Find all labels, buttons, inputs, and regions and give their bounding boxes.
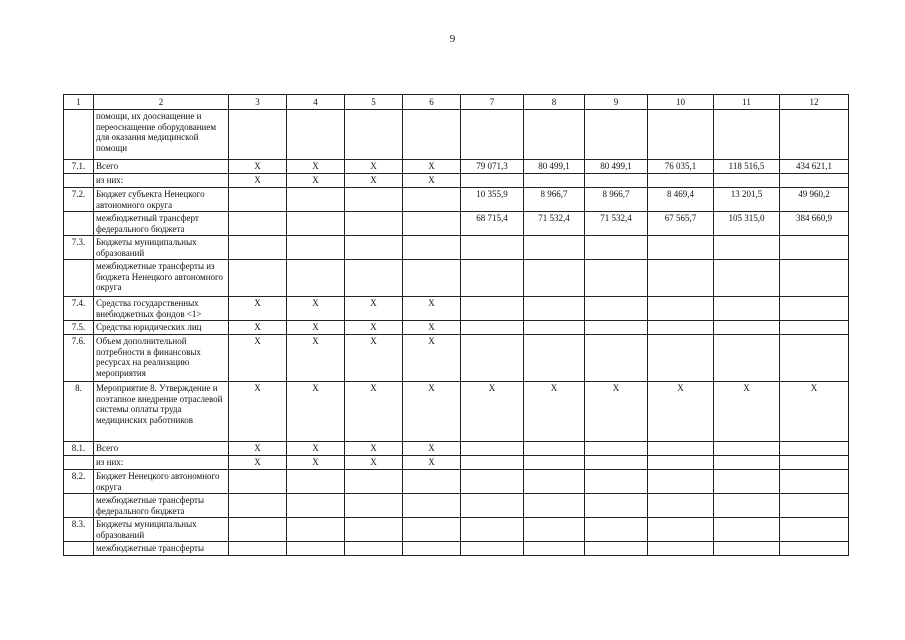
page-number: 9 xyxy=(449,33,456,45)
row-number xyxy=(64,542,94,556)
value-cell: X xyxy=(229,442,287,456)
value-cell: X xyxy=(287,442,345,456)
value-cell xyxy=(648,335,714,382)
value-cell xyxy=(287,212,345,236)
value-cell xyxy=(585,456,648,470)
value-cell: X xyxy=(229,321,287,335)
value-cell: 105 315,0 xyxy=(714,212,780,236)
value-cell: X xyxy=(403,442,461,456)
value-cell xyxy=(714,494,780,518)
value-cell: X xyxy=(345,321,403,335)
value-cell xyxy=(714,236,780,260)
value-cell xyxy=(714,110,780,160)
value-cell: X xyxy=(287,335,345,382)
value-cell xyxy=(780,260,849,297)
value-cell xyxy=(585,321,648,335)
value-cell: X xyxy=(345,442,403,456)
value-cell xyxy=(461,335,524,382)
value-cell xyxy=(524,335,585,382)
value-cell xyxy=(524,518,585,542)
value-cell xyxy=(780,470,849,494)
row-name: Бюджет субъекта Ненецкого автономного округа xyxy=(94,188,229,212)
value-cell xyxy=(524,174,585,188)
row-name: Бюджет Ненецкого автономного округа xyxy=(94,470,229,494)
row-number: 7.4. xyxy=(64,297,94,321)
value-cell: X xyxy=(229,297,287,321)
value-cell: 71 532,4 xyxy=(585,212,648,236)
value-cell xyxy=(287,188,345,212)
value-cell: X xyxy=(403,160,461,174)
value-cell: X xyxy=(403,382,461,442)
value-cell xyxy=(524,236,585,260)
value-cell xyxy=(461,470,524,494)
value-cell xyxy=(714,542,780,556)
value-cell xyxy=(585,494,648,518)
row-name: межбюджетные трансферты из бюджета Ненецкого автономного округа xyxy=(94,260,229,297)
value-cell xyxy=(585,442,648,456)
value-cell xyxy=(403,518,461,542)
budget-table xyxy=(63,94,849,556)
value-cell xyxy=(714,335,780,382)
value-cell: X xyxy=(403,335,461,382)
row-name: из них: xyxy=(94,174,229,188)
value-cell xyxy=(229,494,287,518)
value-cell xyxy=(524,542,585,556)
value-cell xyxy=(345,212,403,236)
table-row xyxy=(64,335,849,382)
column-header: 11 xyxy=(714,95,780,110)
value-cell: X xyxy=(229,456,287,470)
value-cell xyxy=(229,110,287,160)
row-number: 7.3. xyxy=(64,236,94,260)
value-cell xyxy=(287,260,345,297)
row-number xyxy=(64,110,94,160)
table-row xyxy=(64,518,849,542)
value-cell xyxy=(714,321,780,335)
value-cell xyxy=(345,260,403,297)
value-cell xyxy=(345,236,403,260)
value-cell: 80 499,1 xyxy=(585,160,648,174)
value-cell: X xyxy=(345,297,403,321)
value-cell: X xyxy=(287,321,345,335)
value-cell: X xyxy=(585,382,648,442)
value-cell xyxy=(780,174,849,188)
value-cell xyxy=(585,260,648,297)
value-cell: X xyxy=(345,382,403,442)
value-cell xyxy=(714,260,780,297)
value-cell: 13 201,5 xyxy=(714,188,780,212)
value-cell: X xyxy=(524,382,585,442)
value-cell xyxy=(345,110,403,160)
value-cell xyxy=(461,542,524,556)
value-cell xyxy=(714,456,780,470)
value-cell xyxy=(780,456,849,470)
value-cell xyxy=(780,518,849,542)
value-cell xyxy=(648,442,714,456)
value-cell: X xyxy=(403,297,461,321)
value-cell xyxy=(585,236,648,260)
value-cell xyxy=(780,321,849,335)
value-cell xyxy=(461,297,524,321)
value-cell xyxy=(780,335,849,382)
value-cell: X xyxy=(345,456,403,470)
value-cell xyxy=(287,110,345,160)
value-cell xyxy=(229,236,287,260)
row-name: межбюджетные трансферты xyxy=(94,542,229,556)
value-cell xyxy=(648,260,714,297)
value-cell: X xyxy=(229,160,287,174)
row-name: Мероприятие 8. Утверждение и поэтапное внедрение отраслевой системы оплаты труда медицинских работников xyxy=(94,382,229,442)
value-cell: 8 966,7 xyxy=(585,188,648,212)
value-cell: 49 960,2 xyxy=(780,188,849,212)
value-cell xyxy=(714,442,780,456)
column-header: 10 xyxy=(648,95,714,110)
value-cell xyxy=(287,494,345,518)
column-header: 1 xyxy=(64,95,94,110)
value-cell xyxy=(714,470,780,494)
value-cell xyxy=(403,212,461,236)
row-name: Средства юридических лиц xyxy=(94,321,229,335)
row-name: Всего xyxy=(94,160,229,174)
row-name: межбюджетный трансферт федерального бюджета xyxy=(94,212,229,236)
row-number: 8.3. xyxy=(64,518,94,542)
value-cell xyxy=(524,470,585,494)
column-header: 3 xyxy=(229,95,287,110)
value-cell: X xyxy=(229,382,287,442)
value-cell xyxy=(648,174,714,188)
value-cell xyxy=(648,518,714,542)
row-number: 7.1. xyxy=(64,160,94,174)
value-cell xyxy=(585,297,648,321)
value-cell xyxy=(403,236,461,260)
value-cell xyxy=(585,518,648,542)
value-cell xyxy=(524,321,585,335)
value-cell xyxy=(780,236,849,260)
value-cell xyxy=(648,542,714,556)
row-number: 8.1. xyxy=(64,442,94,456)
row-name: Бюджеты муниципальных образований xyxy=(94,236,229,260)
value-cell xyxy=(403,188,461,212)
value-cell xyxy=(524,297,585,321)
value-cell xyxy=(585,542,648,556)
column-header: 8 xyxy=(524,95,585,110)
value-cell: 67 565,7 xyxy=(648,212,714,236)
row-number xyxy=(64,212,94,236)
value-cell: X xyxy=(345,174,403,188)
value-cell xyxy=(648,321,714,335)
column-header: 2 xyxy=(94,95,229,110)
value-cell xyxy=(229,518,287,542)
row-number xyxy=(64,456,94,470)
row-name: межбюджетные трансферты федерального бюджета xyxy=(94,494,229,518)
value-cell: 8 469,4 xyxy=(648,188,714,212)
value-cell xyxy=(461,110,524,160)
header-row xyxy=(64,95,849,110)
value-cell xyxy=(345,542,403,556)
table-row xyxy=(64,382,849,442)
table-body xyxy=(64,95,849,556)
value-cell xyxy=(524,494,585,518)
value-cell xyxy=(461,518,524,542)
row-number xyxy=(64,260,94,297)
value-cell xyxy=(780,110,849,160)
row-name: Всего xyxy=(94,442,229,456)
value-cell xyxy=(648,494,714,518)
value-cell: X xyxy=(714,382,780,442)
value-cell xyxy=(287,518,345,542)
value-cell xyxy=(403,542,461,556)
table-row xyxy=(64,174,849,188)
value-cell xyxy=(780,297,849,321)
table-row xyxy=(64,212,849,236)
value-cell: 71 532,4 xyxy=(524,212,585,236)
table-row xyxy=(64,442,849,456)
row-name: помощи, их дооснащение и переоснащение оборудованием для оказания медицинской помощи xyxy=(94,110,229,160)
value-cell: X xyxy=(780,382,849,442)
value-cell: 434 621,1 xyxy=(780,160,849,174)
column-header: 12 xyxy=(780,95,849,110)
value-cell: 384 660,9 xyxy=(780,212,849,236)
value-cell xyxy=(780,442,849,456)
row-number xyxy=(64,494,94,518)
row-number: 7.6. xyxy=(64,335,94,382)
row-number xyxy=(64,174,94,188)
table-row xyxy=(64,494,849,518)
column-header: 9 xyxy=(585,95,648,110)
value-cell xyxy=(345,188,403,212)
value-cell: X xyxy=(403,174,461,188)
table-row xyxy=(64,160,849,174)
value-cell: 10 355,9 xyxy=(461,188,524,212)
value-cell xyxy=(229,188,287,212)
table-row xyxy=(64,260,849,297)
value-cell: 8 966,7 xyxy=(524,188,585,212)
value-cell xyxy=(229,260,287,297)
value-cell xyxy=(287,236,345,260)
value-cell xyxy=(345,494,403,518)
table-row xyxy=(64,542,849,556)
column-header: 4 xyxy=(287,95,345,110)
value-cell: X xyxy=(345,160,403,174)
table-row xyxy=(64,297,849,321)
value-cell xyxy=(229,470,287,494)
value-cell: X xyxy=(287,160,345,174)
value-cell: X xyxy=(461,382,524,442)
value-cell xyxy=(648,236,714,260)
value-cell xyxy=(714,297,780,321)
value-cell: 76 035,1 xyxy=(648,160,714,174)
value-cell xyxy=(229,542,287,556)
value-cell xyxy=(714,174,780,188)
value-cell xyxy=(524,456,585,470)
value-cell: X xyxy=(229,174,287,188)
row-number: 7.5. xyxy=(64,321,94,335)
value-cell: 68 715,4 xyxy=(461,212,524,236)
value-cell xyxy=(461,442,524,456)
value-cell: X xyxy=(345,335,403,382)
value-cell xyxy=(585,110,648,160)
value-cell xyxy=(229,212,287,236)
value-cell xyxy=(461,494,524,518)
value-cell xyxy=(403,110,461,160)
value-cell xyxy=(461,174,524,188)
value-cell: 118 516,5 xyxy=(714,160,780,174)
value-cell xyxy=(461,456,524,470)
value-cell: X xyxy=(287,456,345,470)
value-cell xyxy=(648,297,714,321)
row-number: 7.2. xyxy=(64,188,94,212)
column-header: 6 xyxy=(403,95,461,110)
value-cell xyxy=(345,470,403,494)
value-cell xyxy=(524,260,585,297)
value-cell xyxy=(524,442,585,456)
table-row xyxy=(64,321,849,335)
value-cell: 79 071,3 xyxy=(461,160,524,174)
value-cell xyxy=(287,542,345,556)
value-cell xyxy=(524,110,585,160)
table-row xyxy=(64,470,849,494)
value-cell xyxy=(585,335,648,382)
value-cell: X xyxy=(287,297,345,321)
value-cell xyxy=(287,470,345,494)
value-cell xyxy=(585,174,648,188)
row-name: из них: xyxy=(94,456,229,470)
value-cell: X xyxy=(287,174,345,188)
table-row xyxy=(64,456,849,470)
column-header: 5 xyxy=(345,95,403,110)
value-cell xyxy=(585,470,648,494)
value-cell: X xyxy=(403,321,461,335)
value-cell xyxy=(461,321,524,335)
row-name: Бюджеты муниципальных образований xyxy=(94,518,229,542)
table-row xyxy=(64,236,849,260)
value-cell xyxy=(461,236,524,260)
value-cell xyxy=(403,494,461,518)
value-cell xyxy=(403,470,461,494)
table-row xyxy=(64,110,849,160)
value-cell xyxy=(714,518,780,542)
value-cell: X xyxy=(229,335,287,382)
value-cell xyxy=(461,260,524,297)
table-row xyxy=(64,188,849,212)
value-cell xyxy=(780,494,849,518)
value-cell: X xyxy=(403,456,461,470)
row-number: 8.2. xyxy=(64,470,94,494)
row-number: 8. xyxy=(64,382,94,442)
row-name: Средства государственных внебюджетных фондов <1> xyxy=(94,297,229,321)
value-cell xyxy=(345,518,403,542)
value-cell xyxy=(648,470,714,494)
row-name: Объем дополнительной потребности в финансовых ресурсах на реализацию мероприятия xyxy=(94,335,229,382)
value-cell xyxy=(648,110,714,160)
value-cell xyxy=(648,456,714,470)
column-header: 7 xyxy=(461,95,524,110)
value-cell: X xyxy=(287,382,345,442)
value-cell: 80 499,1 xyxy=(524,160,585,174)
value-cell: X xyxy=(648,382,714,442)
value-cell xyxy=(403,260,461,297)
value-cell xyxy=(780,542,849,556)
